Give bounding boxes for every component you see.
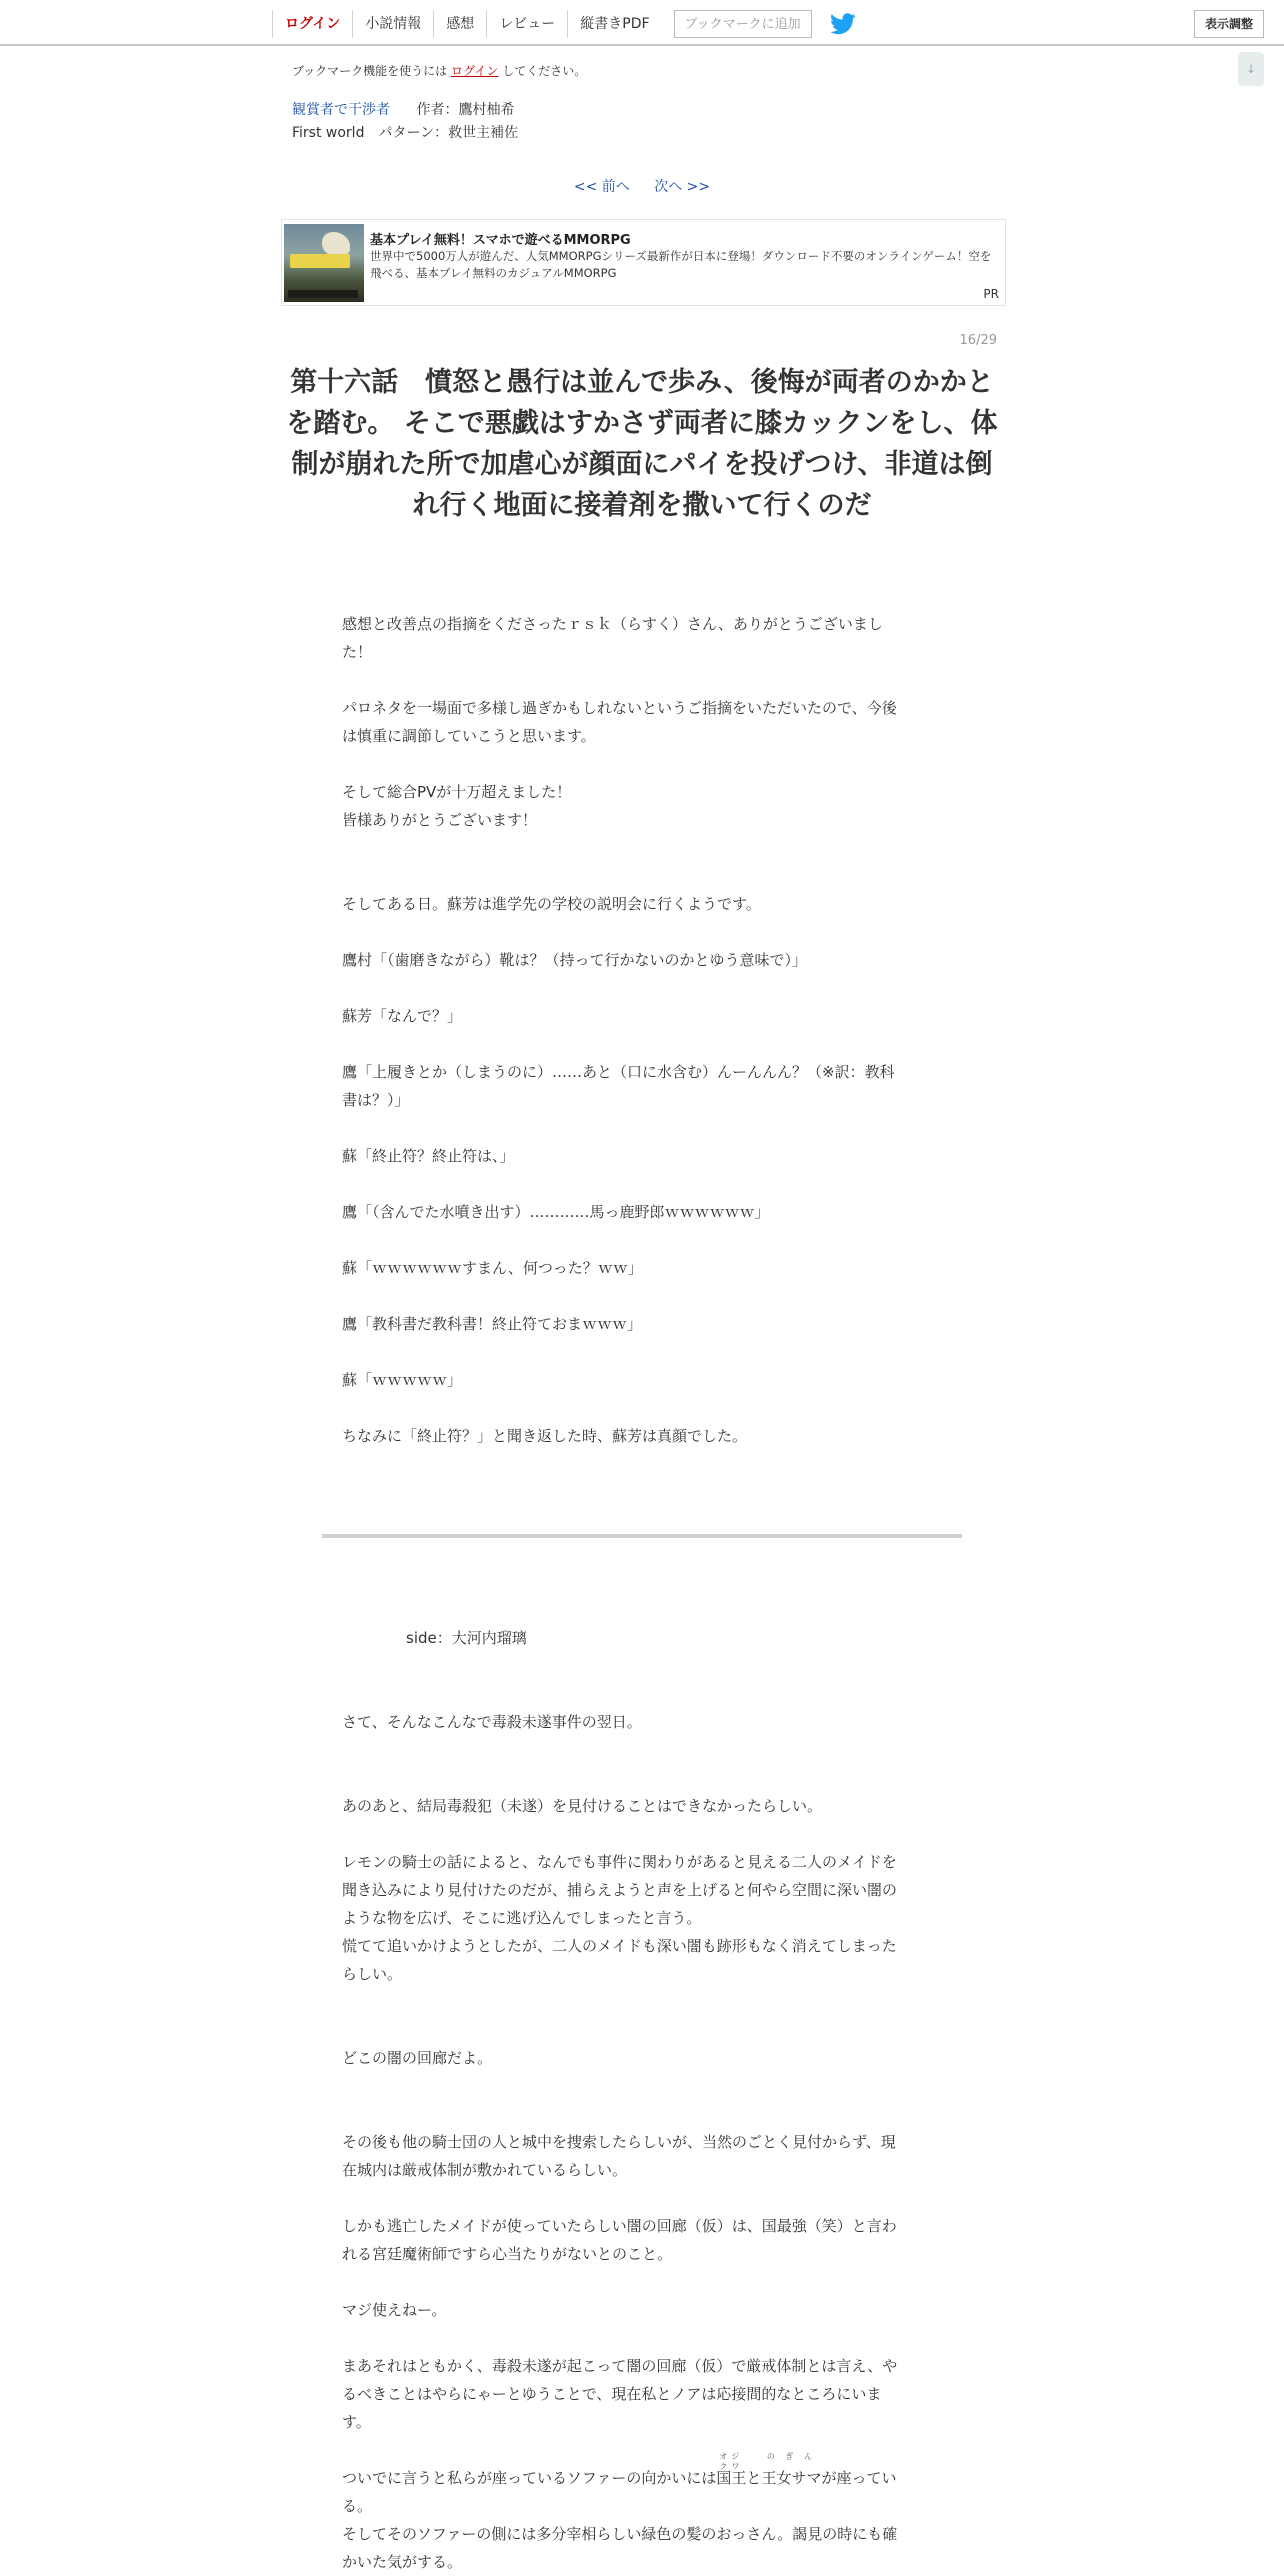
- paragraph: まあそれはともかく、毒殺未遂が起こって闇の回廊（仮）で厳戒体制とは言え、や るべきことはやらにゃーとゆうことで、現在私とノアは応接間的なところにいま す。: [342, 2357, 898, 2431]
- paragraph: パロネタを一場面で多様し過ぎかもしれないというご指摘をいただいたので、今後 は慎重に調節していこうと思います。: [342, 699, 897, 745]
- side-heading: side：大河内瑠璃: [406, 1629, 527, 1647]
- scroll-down-button[interactable]: ↓: [1238, 52, 1264, 86]
- paragraph: 蘇芳「なんで？」: [342, 1007, 463, 1025]
- ad-banner[interactable]: [281, 219, 1006, 306]
- series-info: [292, 99, 514, 119]
- chapter-group-title: First world パターン：救世主補佐: [292, 125, 519, 141]
- vertical-pdf-link[interactable]: 縦書きPDF: [567, 10, 661, 38]
- paragraph: その後も他の騎士団の人と城中を捜索したらしいが、当然のごとく見付からず、現 在城内は厳戒体制が敷かれているらしい。: [342, 2133, 896, 2179]
- ad-pr-label: PR: [983, 287, 999, 301]
- page-count: 16/29: [959, 333, 997, 348]
- pager-top: [0, 176, 1284, 196]
- display-settings-button[interactable]: 表示調整: [1194, 10, 1264, 38]
- ad-description: 世界中で5000万人が遊んだ、人気MMORPGシリーズ最新作が日本に登場！ダウンロード不要のオンラインゲーム！空を飛べる、基本プレイ無料のカジュアルMMORPG: [370, 249, 992, 280]
- bookmark-login-link[interactable]: ログイン: [451, 64, 499, 78]
- novel-info-link[interactable]: 小説情報: [352, 10, 433, 38]
- ruby-king: オジクワ 国王: [716, 2452, 747, 2487]
- paragraph: どこの闇の回廊だよ。: [342, 2049, 493, 2067]
- paragraph: そしてそのソファーの側には多分宰相らしい緑色の髪のおっさん。謁見の時にも確 かいた気がする。: [342, 2525, 898, 2571]
- paragraph: ちなみに「終止符？」と聞き返した時、蘇芳は真顔でした。: [342, 1427, 748, 1445]
- paragraph: マジ使えねー。: [342, 2301, 447, 2319]
- paragraph: さて、そんなこんなで毒殺未遂事件の翌日。: [342, 1713, 642, 1731]
- top-nav-bar: [0, 0, 1284, 46]
- series-title-link[interactable]: 観賞者で干渉者: [292, 102, 390, 118]
- paragraph: レモンの騎士の話によると、なんでも事件に関わりがあると見える二人のメイドを 聞き込みにより見付けたのだが、捕らえようと声を上げると何やら空間に深い闇の ような物を広げ、そこに逃げ込んでしまったと言う。 慌てて追いかけようとしたが、二人のメイドも深い闇も跡形もなく消えてしまった らしい。: [342, 1853, 898, 1983]
- paragraph: そして総合PVが十万超えました！ 皆様ありがとうございます！: [342, 783, 572, 829]
- nav-links: [272, 10, 856, 38]
- paragraph: あのあと、結局毒殺犯（未遂）を見付けることはできなかったらしい。: [342, 1797, 823, 1815]
- paragraph: 蘇「終止符？終止符は、」: [342, 1147, 515, 1165]
- login-link[interactable]: ログイン: [272, 10, 352, 38]
- paragraph: 鷹「（含んでた水噴き出す）…………馬っ鹿野郎ｗｗｗｗｗｗ」: [342, 1203, 770, 1221]
- paragraph: 感想と改善点の指摘をくださったｒｓｋ（らすく）さん、ありがとうございまし た！: [342, 615, 883, 661]
- paragraph: 蘇「ｗｗｗｗｗｗすまん、何つった？ｗｗ」: [342, 1259, 643, 1277]
- paragraph: 蘇「ｗｗｗｗｗ」: [342, 1371, 463, 1389]
- prev-link[interactable]: << 前へ: [573, 179, 630, 195]
- paragraph: そしてある日。蘇芳は進学先の学校の説明会に行くようです。: [342, 895, 761, 913]
- ad-title[interactable]: 基本プレイ無料！スマホで遊べるMMORPG: [370, 233, 631, 248]
- paragraph: 鷹「上履きとか（しまうのに）……あと（口に水含む）んーんんん？（※訳：教科 書は？）」: [342, 1063, 895, 1109]
- bookmark-notice: ブックマーク機能を使うには ログイン してください。: [292, 64, 587, 78]
- ruby-princess: の ぎ ん 王女サマ: [761, 2452, 822, 2487]
- paragraph: しかも逃亡したメイドが使っていたらしい闇の回廊（仮）は、国最強（笑）と言わ れる宮廷魔術師ですら心当たりがないとのこと。: [342, 2217, 897, 2263]
- twitter-bird-icon[interactable]: [830, 13, 856, 35]
- paragraph-with-ruby: ついでに言うと私らが座っているソファーの向かいには オジクワ 国王と の ぎ ん 王女サマが座ってい る。: [342, 2452, 897, 2515]
- chapter-title: 第十六話 憤怒と愚行は並んで歩み、後悔が両者のかかと を踏む。 そこで悪戯はすかさず両者に膝カックンをし、体 制が崩れた所で加虐心が顔面にパイを投げつけ、非道は倒 れ行く地面に接着剤を撒いて行くのだ: [286, 367, 998, 521]
- add-bookmark-button[interactable]: ブックマークに追加: [674, 10, 812, 38]
- paragraph: 鷹「教科書だ教科書！終止符ておまｗｗｗ」: [342, 1315, 643, 1333]
- impressions-link[interactable]: 感想: [433, 10, 486, 38]
- paragraph: 鷹村「（歯磨きながら）靴は？（持って行かないのかとゆう意味で）」: [342, 951, 808, 969]
- next-link[interactable]: 次へ >>: [654, 179, 711, 195]
- review-link[interactable]: レビュー: [486, 10, 567, 38]
- ad-thumbnail-image[interactable]: [284, 224, 364, 302]
- section-divider: [322, 1534, 962, 1538]
- author-name: 作者：鷹村柚希: [416, 102, 515, 118]
